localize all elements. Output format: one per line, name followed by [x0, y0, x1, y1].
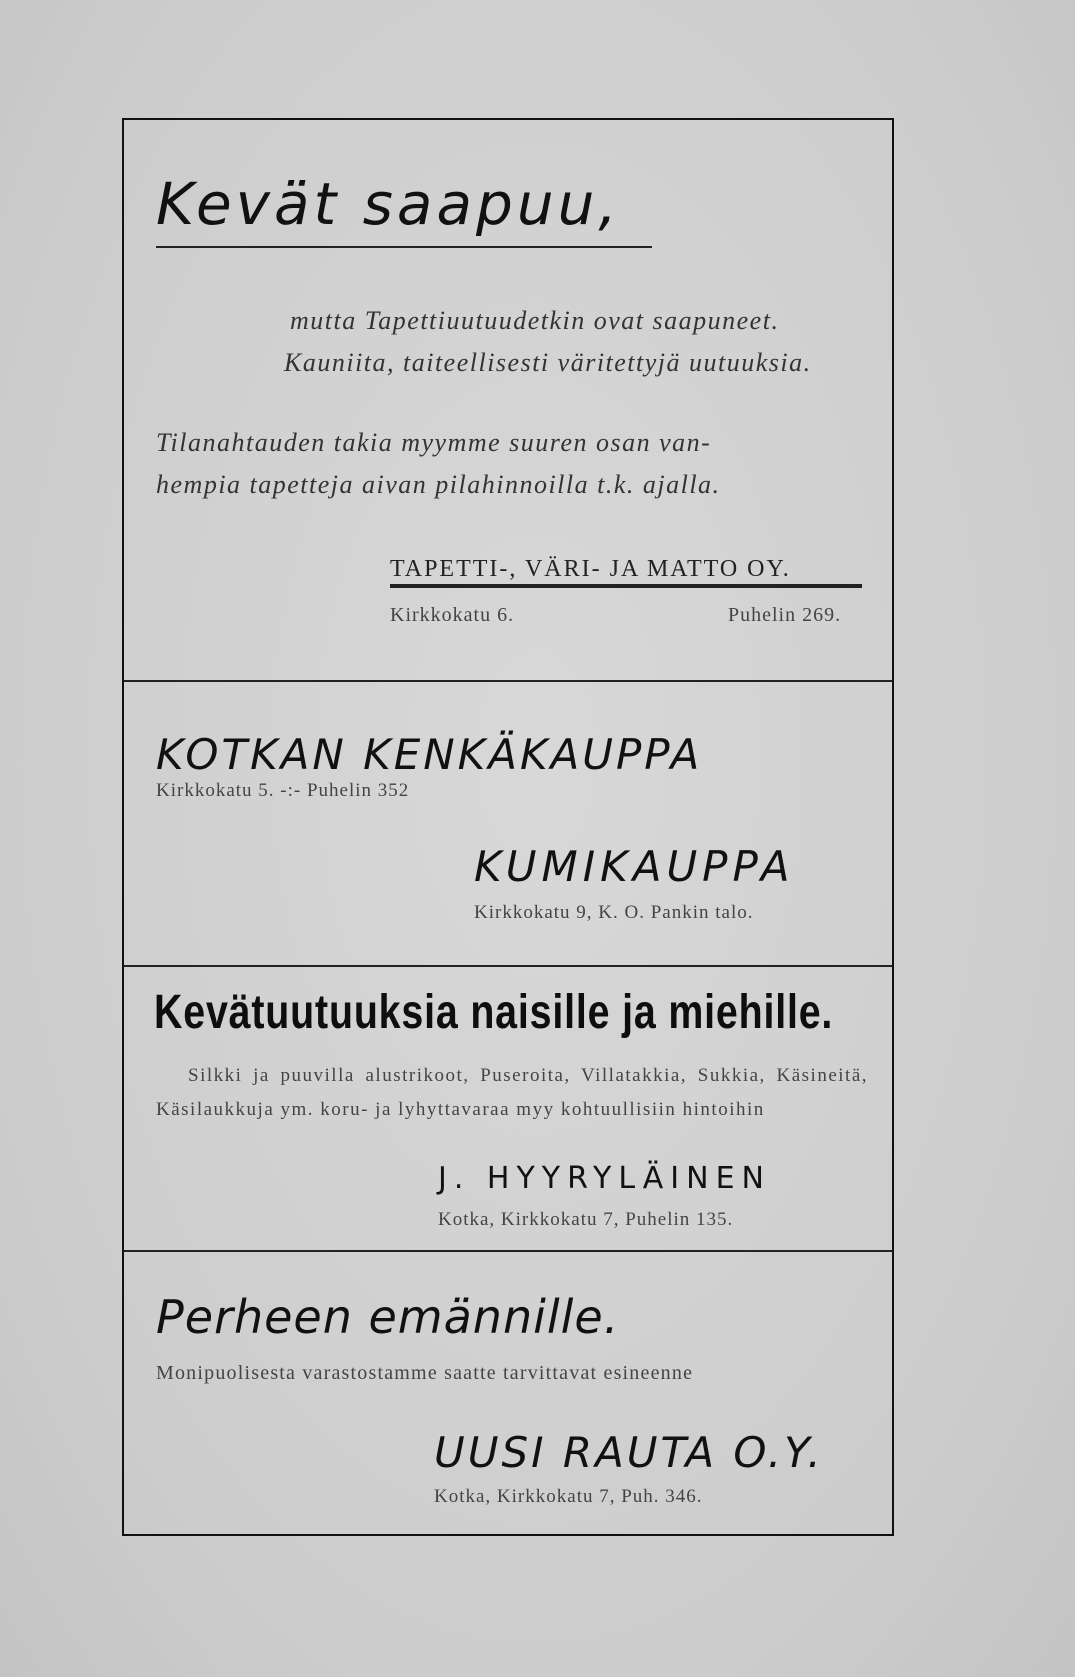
ad2-headline: KOTKAN KENKÄKAUPPA [156, 730, 703, 779]
ad2-subline2: Kirkkokatu 9, K. O. Pankin talo. [474, 902, 754, 923]
ad1-address: Kirkkokatu 6. [390, 604, 515, 626]
ad1-headline-underline [156, 246, 652, 248]
ad3-company: J. HYYRYLÄINEN [438, 1161, 771, 1196]
ad4-company: UUSI RAUTA O.Y. [434, 1428, 824, 1477]
ad2-headline2: KUMIKAUPPA [474, 842, 795, 891]
ad-hyyrylainen [124, 965, 892, 1250]
ad1-line3: Tilanahtauden takia myymme suuren osan van- [156, 428, 712, 457]
ad-uusi-rauta [124, 1250, 892, 1538]
ad1-line4: hempia tapetteja aivan pilahinnoilla t.k. ajalla. [156, 470, 721, 499]
ad-tapetti [124, 120, 892, 680]
ad3-headline: Kevätuutuuksia naisille ja miehille. [154, 986, 834, 1039]
ad1-company: TAPETTI-, VÄRI- JA MATTO OY. [390, 556, 791, 582]
ad1-company-underline [390, 584, 862, 588]
ad4-headline: Perheen emännille. [156, 1290, 620, 1344]
ad4-address: Kotka, Kirkkokatu 7, Puh. 346. [434, 1486, 703, 1507]
ad1-phone: Puhelin 269. [728, 604, 842, 626]
ad2-subline: Kirkkokatu 5. -:- Puhelin 352 [156, 780, 410, 801]
ad3-body: Silkki ja puuvilla alustrikoot, Puseroita, Villatakkia, Sukkia, Käsineitä, Käsilaukkuja ym. koru- ja lyhyttavaraa myy kohtuullisiin hintoihin [156, 1065, 868, 1120]
ad-kenkakauppa [124, 680, 892, 965]
ad4-body: Monipuolisesta varastostamme saatte tarvittavat esineenne [156, 1362, 694, 1384]
ad3-address: Kotka, Kirkkokatu 7, Puhelin 135. [438, 1209, 734, 1230]
ad1-line1: mutta Tapettiuutuudetkin ovat saapuneet. [290, 306, 780, 335]
advertisement-frame [122, 118, 894, 1536]
ad1-headline: Kevät saapuu, [156, 170, 621, 238]
ad1-line2: Kauniita, taiteellisesti väritettyjä uutuuksia. [284, 348, 812, 377]
